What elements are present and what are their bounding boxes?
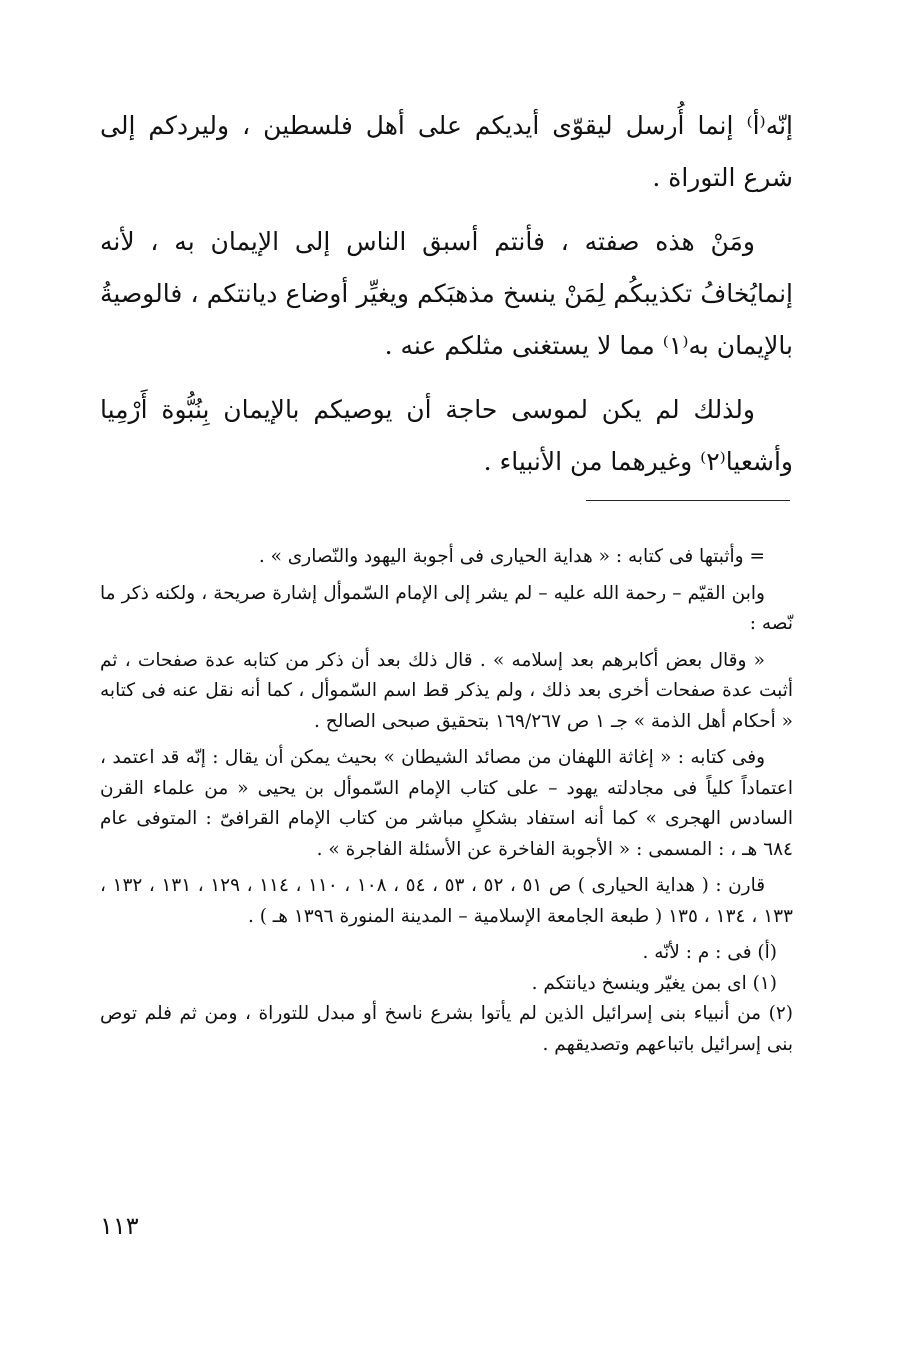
footnote-paragraph: وفى كتابه : « إغاثة اللهفان من مصائد الشيطان » بحيث يمكن أن يقال : إنّه قد اعتمد ، اعتماداً كلياً فى مجادلته يهود – على كتاب الإمام السّموأل بن يحيى « من علماء القرن السادس الهجرى » كما أنه استفاد بشكلٍ مباشر من كتاب الإمام القرافىّ : المتوفى عام ٦٨٤ هـ ، : المسمى : « الأجوبة الفاخرة عن الأسئلة الفاجرة » . [100,747,793,860]
paragraph: ومَنْ هذه صفته ، فأنتم أسبق الناس إلى الإيمان به ، لأنه إنمايُخافُ تكذيبكُم لِمَنْ ينسخ مذهبَكم ويغيِّر أوضاع ديانتكم ، فالوصيةُ بالإيمان به⁽١⁾ مما لا يستغنى مثلكم عنه . [100,227,793,360]
main-text [100,100,793,500]
footnotes [100,542,793,1060]
footnote-a: (أ) فى : م : لأنّه . [642,942,777,963]
paragraph: إنّه⁽أ⁾ إنما أُرسل ليقوّى أيديكم على أهل فلسطين ، وليردكم إلى شرع التوراة . [100,111,793,192]
footnote-paragraph: وابن القيّم – رحمة الله عليه – لم يشر إلى الإمام السّموأل إشارة صريحة ، ولكنه ذكر ما نّصه : [100,582,793,634]
footnote-paragraph: « وقال بعض أكابرهم بعد إسلامه » . قال ذلك بعد أن ذكر من كتابه عدة صفحات ، ثم أثبت عدة صفحات أخرى بعد ذلك ، ولم يذكر قط اسم السّموأل ، كما أنه نقل عنه فى كتابه « أحكام أهل الذمة » جـ ١ ص ١٦٩/٢٦٧ بتحقيق صبحى الصالح . [100,649,793,732]
footnote-paragraph: قارن : ( هداية الحيارى ) ص ٥١ ، ٥٢ ، ٥٣ ، ٥٤ ، ١٠٨ ، ١١٠ ، ١١٤ ، ١٢٩ ، ١٣١ ، ١٣٢ ، ١٣٣ ، ١٣٤ ، ١٣٥ ( طبعة الجامعة الإسلامية – المدينة المنورة ١٣٩٦ هـ ) . [100,875,793,927]
paragraph: ولذلك لم يكن لموسى حاجة أن يوصيكم بالإيمان بِنُبُّوة أَرْمِيا وأشعيا⁽٢⁾ وغيرهما من الأنبياء . [100,395,793,476]
footnote-separator [586,500,790,501]
footnote-continuation: = وأثبتها فى كتابه : « هداية الحيارى فى أجوبة اليهود والنّصارى » . [258,546,765,567]
footnote-1: (١) اى بمن يغيّر وينسخ ديانتكم . [531,972,777,994]
page-number: ١١٣ [100,1212,139,1240]
footnote-2: (٢) من أنبياء بنى إسرائيل الذين لم يأتوا بشرع ناسخ أو مبدل للتوراة ، ومن ثم فلم توص بنى إسرائيل باتباعهم وتصديقهم . [100,1003,793,1055]
